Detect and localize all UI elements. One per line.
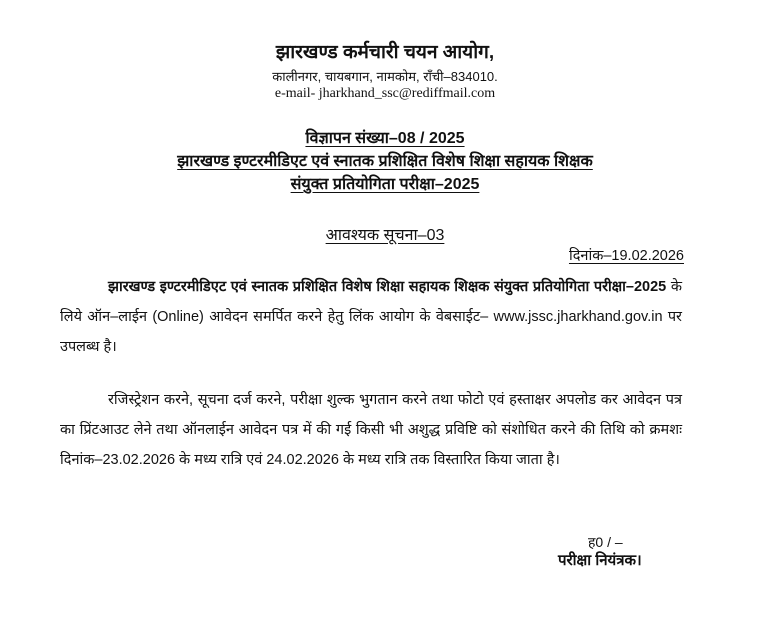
notice-heading: आवश्यक सूचना–03 bbox=[325, 227, 445, 244]
exam-title-line1: झारखण्ड इण्टरमीडिएट एवं स्नातक प्रशिक्षित विशेष शिक्षा सहायक शिक्षक bbox=[177, 153, 593, 170]
paragraph-1-bold: झारखण्ड इण्टरमीडिएट एवं स्नातक प्रशिक्षित विशेष शिक्षा सहायक शिक्षक संयुक्त प्रतियोगिता परीक्षा–2025 bbox=[108, 279, 667, 295]
org-email: e-mail- jharkhand_ssc@rediffmail.com bbox=[274, 86, 496, 101]
org-name: झारखण्ड कर्मचारी चयन आयोग, bbox=[275, 42, 495, 63]
exam-title-line2: संयुक्त प्रतियोगिता परीक्षा–2025 bbox=[290, 176, 480, 193]
signature-mark: ह0 / – bbox=[588, 534, 623, 550]
notice-paragraph-1 bbox=[60, 272, 682, 362]
org-address: कालीनगर, चायबगान, नामकोम, राँची–834010. bbox=[272, 69, 498, 84]
advertisement-number: विज्ञापन संख्या–08 / 2025 bbox=[305, 130, 465, 147]
paragraph-1-rest: के लिये ऑन–लाईन (Online) आवेदन समर्पित करने हेतु लिंक आयोग के वेबसाईट– www.jssc.jharkhand.gov.in पर उपलब्ध है। bbox=[60, 279, 682, 355]
notice-date: दिनांक–19.02.2026 bbox=[568, 248, 684, 264]
notice-paragraph-2: रजिस्ट्रेशन करने, सूचना दर्ज करने, परीक्षा शुल्क भुगतान करने तथा फोटो एवं हस्ताक्षर अपलोड कर आवेदन पत्र का प्रिंटआउट लेने तथा ऑनलाईन आवेदन पत्र में की गई किसी भी अशुद्ध प्रविष्टि को संशोधित करने की तिथि को क्रमशः दिनांक–23.02.2026 के मध्य रात्रि एवं 24.02.2026 के मध्य रात्रि तक विस्तारित किया जाता है। bbox=[60, 392, 682, 468]
signature-designation: परीक्षा नियंत्रक। bbox=[558, 552, 642, 569]
